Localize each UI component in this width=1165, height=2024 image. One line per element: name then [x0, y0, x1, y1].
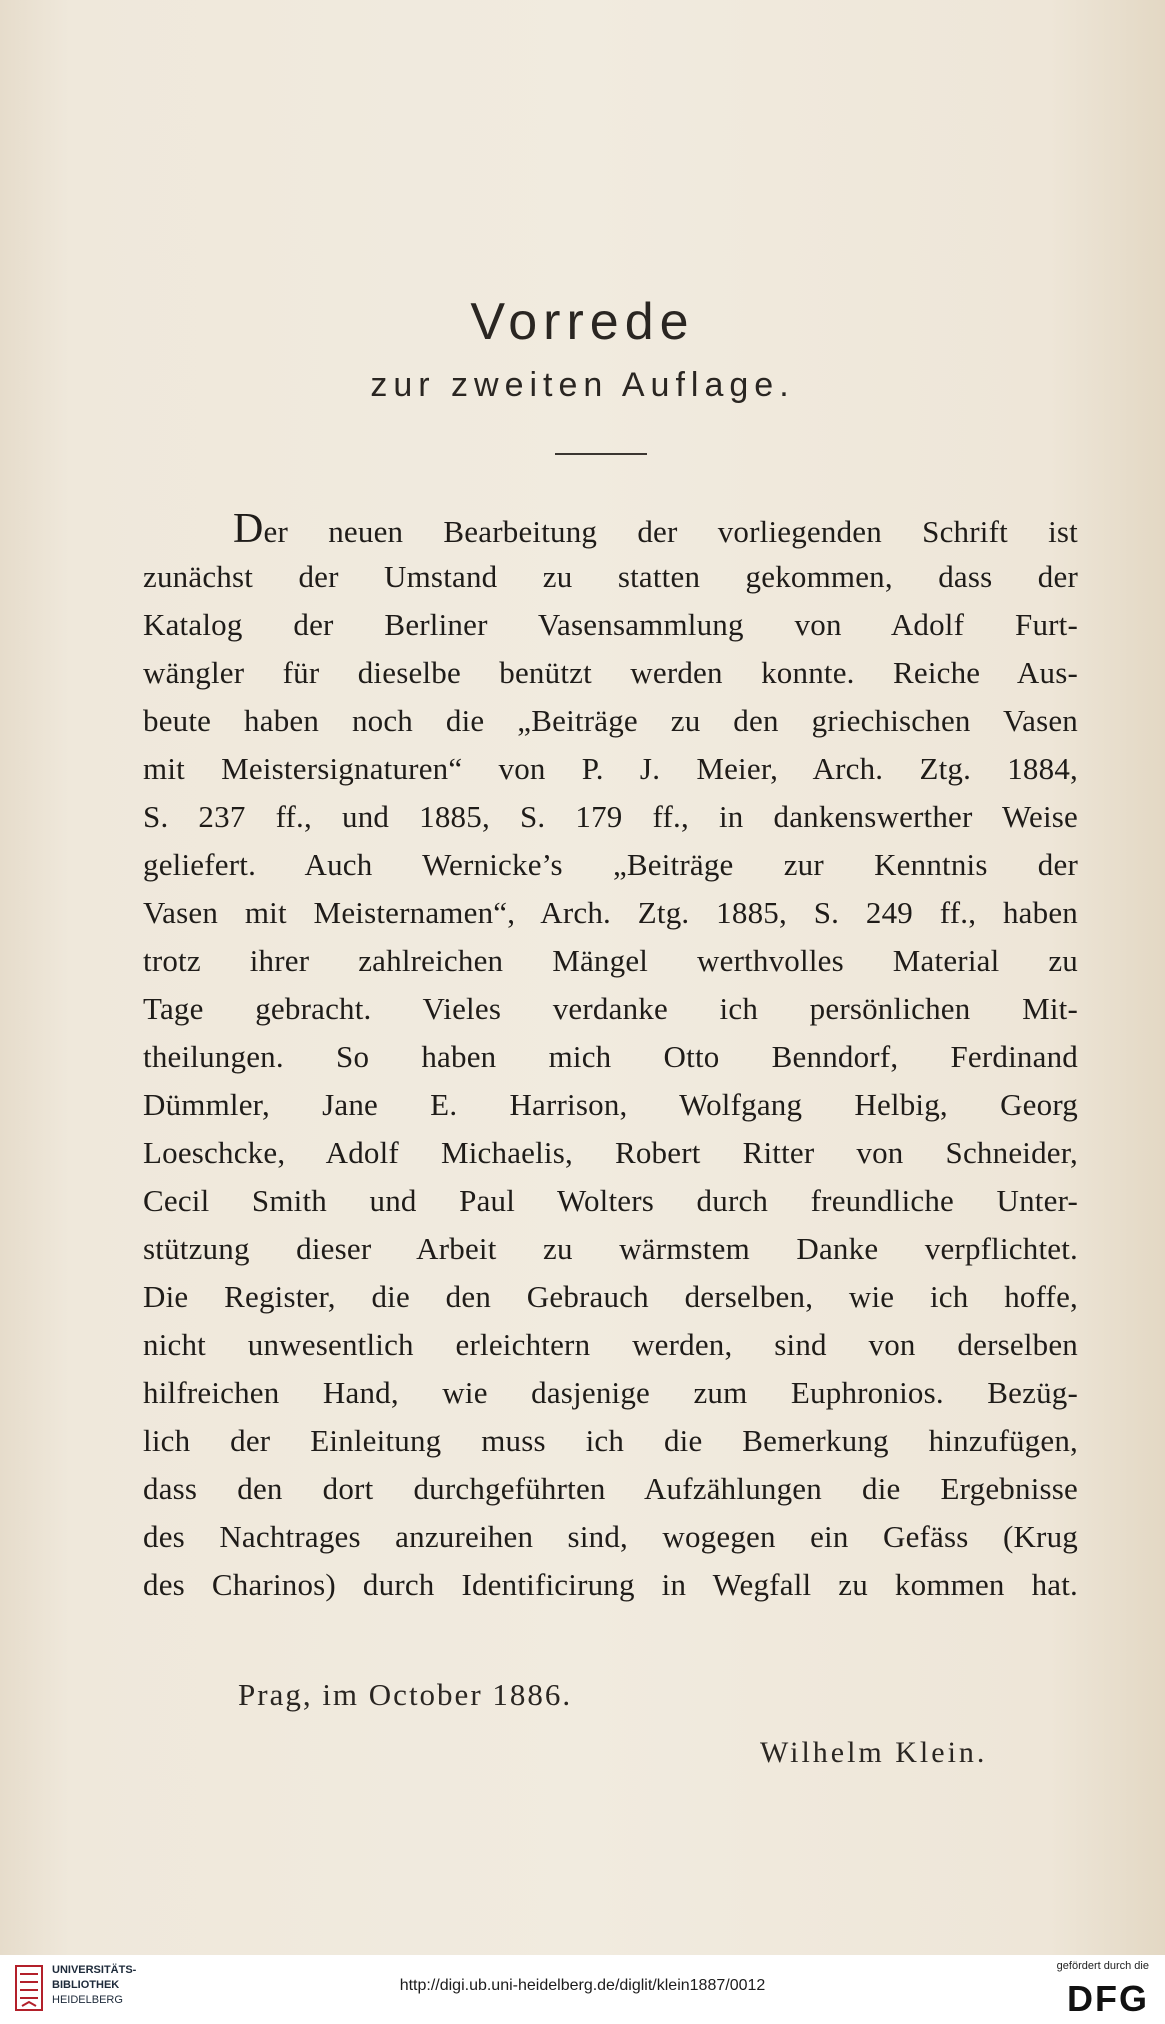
text-line: geliefert. Auch Wernicke’s „Beiträge zur Kenntnis der [143, 847, 1078, 882]
text-line: Die Register, die den Gebrauch derselben, wie ich hoffe, [143, 1279, 1078, 1314]
drop-cap: D [233, 506, 264, 552]
text-line [143, 505, 1078, 553]
preface-body [143, 505, 1078, 1609]
text-line: hilfreichen Hand, wie dasjenige zum Euphronios. Bezüg- [143, 1375, 1078, 1410]
text-line: S. 237 ff., und 1885, S. 179 ff., in dankenswerther Weise [143, 799, 1078, 834]
text-line: zunächst der Umstand zu statten gekommen, dass der [143, 559, 1078, 594]
text-line: wängler für dieselbe benützt werden konnte. Reiche Aus- [143, 655, 1078, 690]
title-divider [555, 453, 647, 455]
place-date: Prag, im October 1886. [238, 1677, 573, 1712]
library-name-line: HEIDELBERG [52, 1994, 123, 2006]
page-title: Vorrede [470, 293, 695, 351]
text-line: mit Meistersignaturen“ von P. J. Meier, Arch. Ztg. 1884, [143, 751, 1078, 786]
author-signature: Wilhelm Klein. [760, 1736, 988, 1769]
funding-text: gefördert durch die [1056, 1960, 1149, 1972]
library-name-line: UNIVERSITÄTS- [52, 1964, 137, 1976]
text-line: dass den dort durchgeführten Aufzählungen die Ergebnisse [143, 1471, 1078, 1506]
page-subtitle: zur zweiten Auflage. [370, 366, 795, 404]
text-line: Dümmler, Jane E. Harrison, Wolfgang Helbig, Georg [143, 1087, 1078, 1122]
text-line: trotz ihrer zahlreichen Mängel werthvolles Material zu [143, 943, 1078, 978]
library-name-line: BIBLIOTHEK [52, 1979, 120, 1991]
text-line: beute haben noch die „Beiträge zu den griechischen Vasen [143, 703, 1078, 738]
text-line: Cecil Smith und Paul Wolters durch freundliche Unter- [143, 1183, 1078, 1218]
text-line: Katalog der Berliner Vasensammlung von Adolf Furt- [143, 607, 1078, 642]
text-line: theilungen. So haben mich Otto Benndorf, Ferdinand [143, 1039, 1078, 1074]
text-line: stützung dieser Arbeit zu wärmstem Danke verpflichtet. [143, 1231, 1078, 1266]
text-line: Vasen mit Meisternamen“, Arch. Ztg. 1885, S. 249 ff., haben [143, 895, 1078, 930]
text-line: Loeschcke, Adolf Michaelis, Robert Ritter von Schneider, [143, 1135, 1078, 1170]
text-line: des Nachtrages anzureihen sind, wogegen ein Gefäss (Krug [143, 1519, 1078, 1554]
permalink-url[interactable]: http://digi.ub.uni-heidelberg.de/diglit/klein1887/0012 [399, 1977, 766, 1994]
text-line: nicht unwesentlich erleichtern werden, sind von derselben [143, 1327, 1078, 1362]
text-line: Tage gebracht. Vieles verdanke ich persönlichen Mit- [143, 991, 1078, 1026]
text-line: des Charinos) durch Identificirung in Wegfall zu kommen hat. [143, 1567, 1078, 1602]
text-line: lich der Einleitung muss ich die Bemerkung hinzufügen, [143, 1423, 1078, 1458]
text-line-content: er neuen Bearbeitung der vorliegenden Schrift ist [263, 514, 1078, 549]
viewer-footer [0, 1955, 1165, 2024]
dfg-logo[interactable]: DFG [1067, 1978, 1149, 2019]
